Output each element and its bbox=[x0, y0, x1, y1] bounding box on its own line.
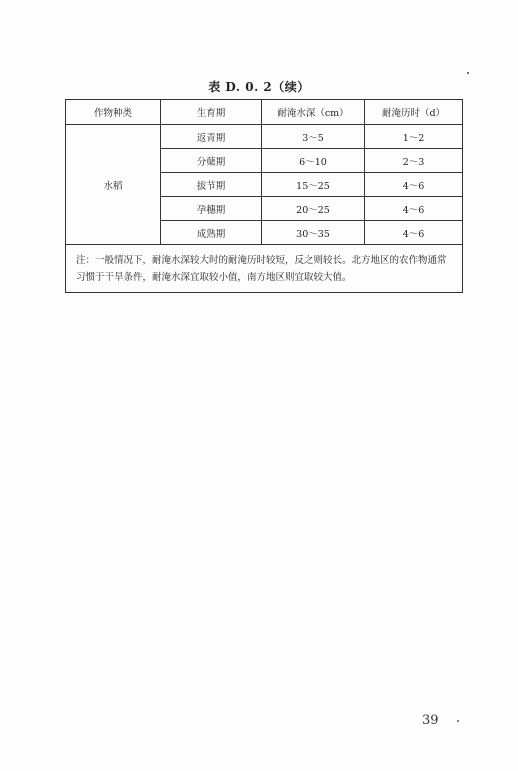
scan-speck bbox=[467, 72, 469, 74]
stage-cell: 拔节期 bbox=[161, 173, 262, 197]
duration-cell: 4～6 bbox=[365, 173, 463, 197]
header-growth-stage: 生育期 bbox=[161, 100, 262, 125]
stage-cell: 孕穗期 bbox=[161, 197, 262, 221]
stage-cell: 分蘖期 bbox=[161, 149, 262, 173]
crop-name-cell: 水稻 bbox=[66, 125, 161, 245]
duration-cell: 1～2 bbox=[365, 125, 463, 149]
depth-cell: 3～5 bbox=[262, 125, 365, 149]
depth-cell: 6～10 bbox=[262, 149, 365, 173]
stage-cell: 返青期 bbox=[161, 125, 262, 149]
note-label: 注： bbox=[76, 255, 96, 266]
flood-tolerance-table bbox=[65, 99, 463, 293]
table-caption: 表 D. 0. 2（续） bbox=[208, 80, 310, 94]
duration-cell: 4～6 bbox=[365, 197, 463, 221]
table-row bbox=[66, 125, 463, 149]
note-text: 一般情况下，耐淹水深较大时的耐淹历时较短，反之则较长。北方地区的农作物通常习惯于干旱条件，耐淹水深宜取较小值，南方地区则宜取较大值。 bbox=[76, 255, 447, 283]
table-note-row bbox=[66, 245, 463, 293]
header-flood-duration: 耐淹历时（d） bbox=[365, 100, 463, 125]
data-table-container bbox=[65, 99, 462, 293]
header-flood-depth: 耐淹水深（cm） bbox=[262, 100, 365, 125]
scan-speck bbox=[457, 720, 459, 722]
depth-cell: 15～25 bbox=[262, 173, 365, 197]
duration-cell: 2～3 bbox=[365, 149, 463, 173]
stage-cell: 成熟期 bbox=[161, 221, 262, 245]
table-header-row bbox=[66, 100, 463, 125]
depth-cell: 30～35 bbox=[262, 221, 365, 245]
table-note bbox=[66, 245, 463, 293]
duration-cell: 4～6 bbox=[365, 221, 463, 245]
depth-cell: 20～25 bbox=[262, 197, 365, 221]
header-crop-type: 作物种类 bbox=[66, 100, 161, 125]
page-number: 39 bbox=[422, 713, 439, 728]
